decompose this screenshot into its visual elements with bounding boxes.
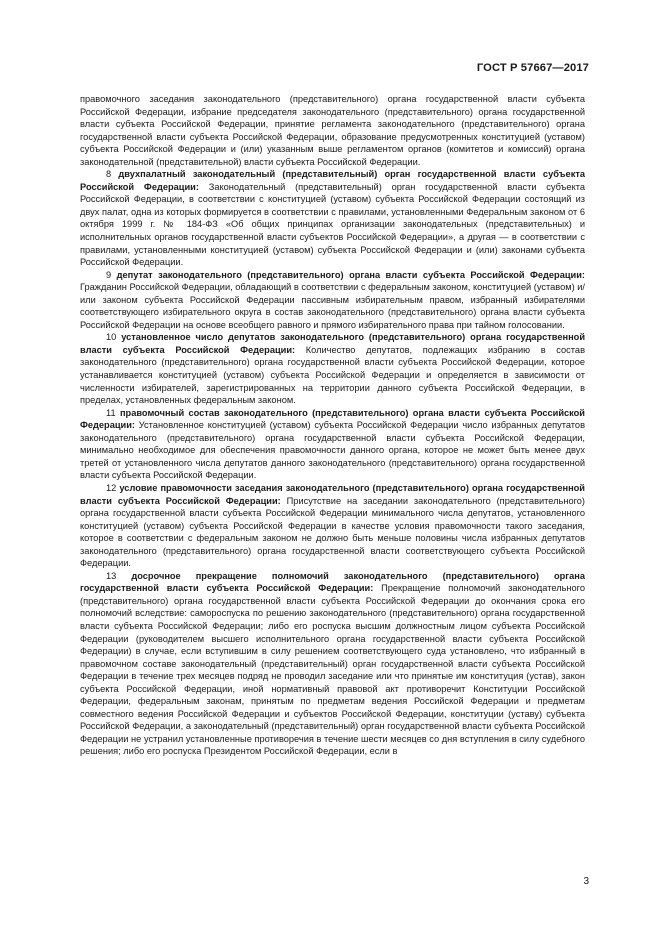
term-number: 8 — [106, 169, 112, 180]
term-number: 12 — [106, 482, 117, 493]
page-number: 3 — [583, 876, 589, 887]
continuation-paragraph: правомочного заседания законодательного (представительного) органа государственной власти субъекта Российской Федерации, избрание председателя законодательного (представительного) органа государственной власти субъекта Российской Федерации, принятие регламента законодательного (представительного) органа государственной власти субъекта Российской Федерации, образование предусмотренных конституцией (уставом) субъекта Российской Федерации и (или) указанным выше регламентом органов (комитетов и комиссий) органа законодательной (представительной) власти субъекта Российской Федерации. — [80, 94, 585, 167]
term-definition: Присутствие на заседании законодательного (представительного) органа государственной власти субъекта Российской Федерации минимального числа депутатов, установленного конституцией (уставом) субъекта Российской Федерации в качестве условия правомочности такого заседания, которое в соответствии с федеральным законом не должно быть меньше половины числа избранных депутатов законодательного (представительного) органа государственной власти соответствующего субъекта Российской Федерации. — [80, 495, 585, 569]
term-title: условие правомочности заседания законодательного (представительного) органа государственной власти субъекта Российской Федерации: — [80, 482, 585, 506]
term-title: досрочное прекращение полномочий законодательного (представительного) органа государственной власти субъекта Российской Федерации: — [80, 570, 585, 594]
term-definition: Прекращение полномочий законодательного (представительного) органа государственной власти субъекта Российской Федерации до окончания срока его полномочий вследствие: самороспуска по решению законодательного (представительного) органа государственной власти субъекта Российской Федерации; либо его роспуска высшим должностным лицом субъекта Российской Федерации (руководителем высшего исполнительного органа государственной власти субъекта Российской Федерации) в случае, если вступившим в силу решением соответствующего суда установлено, что избранный в правомочном составе законодательный (представительный) орган государственной власти субъекта Российской Федерации в течение трех месяцев подряд не проводил заседание или что принятые им конституция (устав), закон субъекта Российской Федерации, иной нормативный правовой акт противоречит Конституции Российской Федерации, федеральным законам, принятым по предметам ведения Российской Федерации и предметам совместного ведения Российской Федерации и субъектов Российской Федерации, конституции (уставу) субъекта Российской Федерации, а законодательный (представительный) орган государственной власти субъекта Российской Федерации не устранил установленные противоречия в течение шести месяцев со дня вступления в силу судебного решения; либо его роспуска Президентом Российской Федерации, если в — [80, 583, 585, 757]
term-number: 9 — [106, 269, 112, 280]
term-number: 10 — [106, 332, 117, 343]
term-entry-11 — [80, 407, 585, 482]
term-definition: Законодательный (представительный) орган государственной власти субъекта Российской Федерации, в соответствии с конституцией (уставом) субъекта Российской Федерации состоящий из двух палат, одна из которых формируется в соответствии с правилами, установленными Федеральным законом от 6 октября 1999 г. № 184-ФЗ «Об общих принципах организации законодательных (представительных) и исполнительных органов государственной власти субъектов Российской Федерации», а другая — в соответствии с правилами, установленными конституцией (уставом) субъекта Российской Федерации и (или) законами субъекта Российской Федерации. — [80, 181, 585, 268]
term-definition: Гражданин Российской Федерации, обладающий в соответствии с федеральным законом, конституцией (уставом) и/или законом субъекта Российской Федерации пассивным избирательным правом, избранный избирателями соответствующего избирательного округа в состав законодательного (представительного) органа власти субъекта Российской Федерации на основе всеобщего равного и прямого избирательного права при тайном голосовании. — [80, 282, 585, 330]
term-number: 11 — [106, 407, 116, 418]
term-entry-8 — [80, 168, 585, 268]
document-body — [80, 93, 585, 758]
term-definition: Количество депутатов, подлежащих избранию в состав законодательного (представительного) органа государственной власти субъекта Российской Федерации, которое устанавливается конституцией (уставом) субъекта Российской Федерации и определяется в зависимости от численности избирателей, зарегистрированных на территории данного субъекта Российской Федерации, в пределах, установленных федеральным законом. — [80, 344, 585, 406]
term-title: депутат законодательного (представительного) органа власти субъекта Российской Федерации: — [116, 269, 585, 280]
term-title: двухпалатный законодательный (представительный) орган государственной власти субъекта Российской Федерации: — [80, 169, 585, 192]
term-entry-9 — [80, 269, 585, 332]
standard-designation: ГОСТ Р 57667—2017 — [476, 62, 589, 74]
term-title: правомочный состав законодательного (представительного) органа власти субъекта Российской Федерации: — [80, 407, 585, 431]
term-number: 13 — [106, 570, 117, 581]
term-entry-10 — [80, 331, 585, 406]
term-title: установленное число депутатов законодательного (представительного) органа государственной власти субъекта Российской Федерации: — [80, 332, 585, 355]
term-definition: Установленное конституцией (уставом) субъекта Российской Федерации число избранных депутатов законодательного (представительного) органа государственной власти субъекта Российской Федерации, минимально необходимое для обеспечения правомочности данного органа, которое не может быть менее двух третей от установленного числа депутатов данного законодательного (представительного) органа государственной власти субъекта Российской Федерации. — [80, 420, 585, 481]
term-entry-12 — [80, 482, 585, 570]
term-entry-13 — [80, 570, 585, 758]
